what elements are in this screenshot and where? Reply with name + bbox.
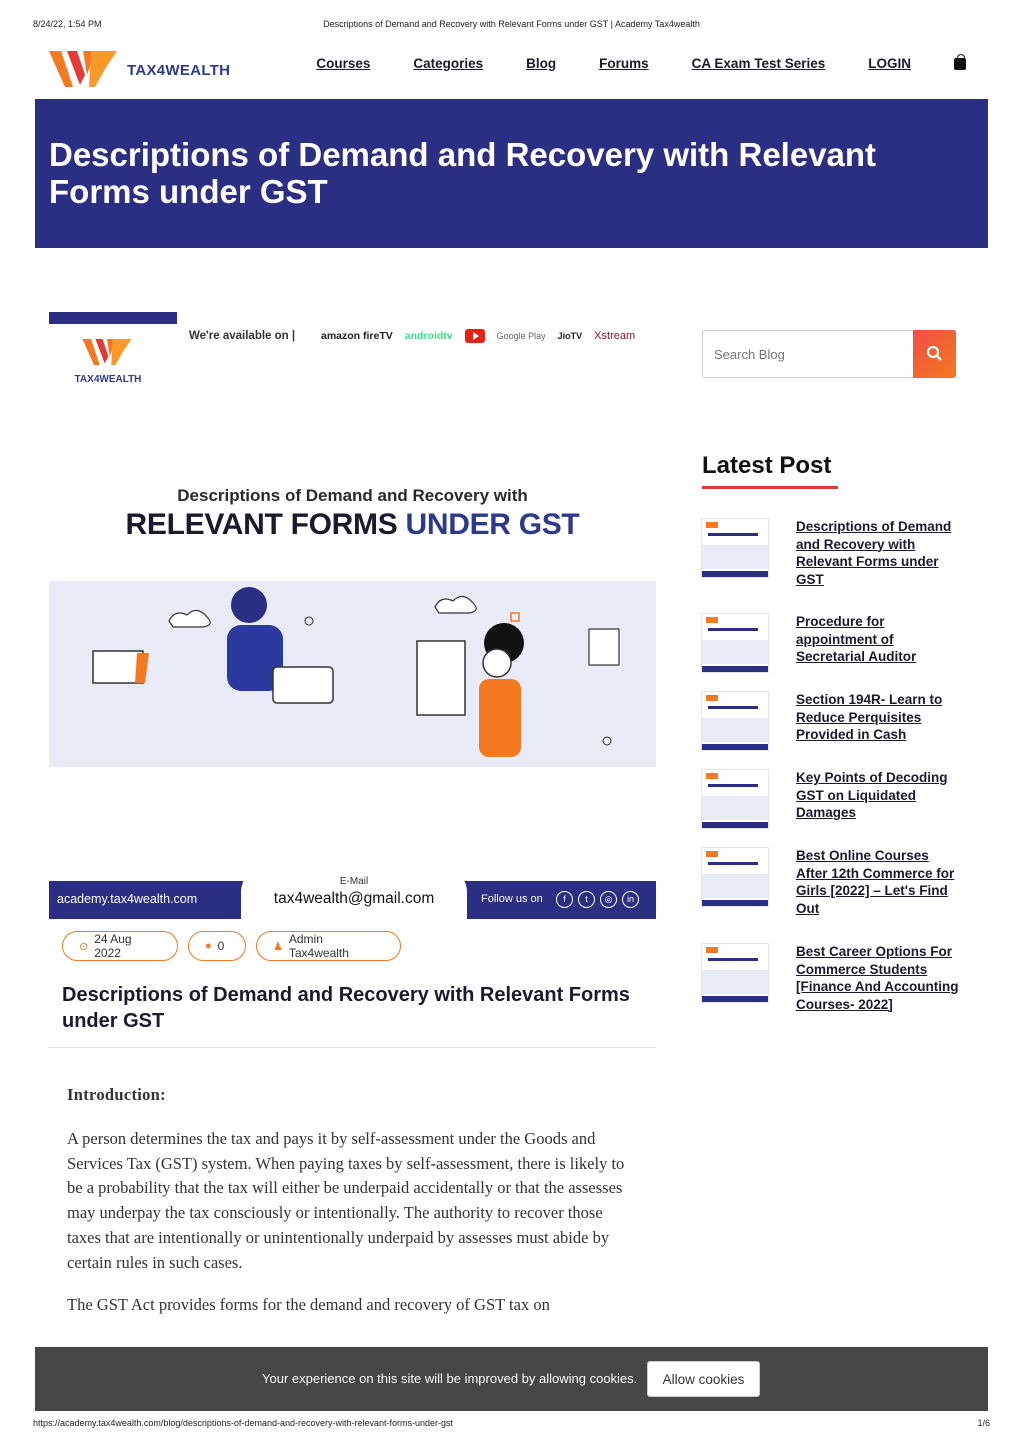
twitter-icon: t <box>578 891 595 908</box>
email-label: E-Mail <box>339 876 369 887</box>
nav-blog[interactable]: Blog <box>526 56 557 71</box>
shopping-bag-icon[interactable] <box>954 58 966 70</box>
brand-name: TAX4WEALTH <box>127 62 231 79</box>
logo-mark-icon <box>47 45 122 93</box>
clock-icon: ⊙ <box>79 940 89 953</box>
page-title: Descriptions of Demand and Recovery with Relevant Forms under GST <box>49 136 877 210</box>
comment-count-pill[interactable] <box>188 931 246 961</box>
latest-post-link[interactable]: Descriptions of Demand and Recovery with Relevant Forms under GST <box>796 519 952 587</box>
google-play-logo: Google Play <box>496 331 546 341</box>
latest-post-link[interactable]: Procedure for appointment of Secretarial Auditor <box>796 614 917 664</box>
allow-cookies-button[interactable]: Allow cookies <box>647 1361 760 1397</box>
androidtv-logo: androidtv <box>404 330 453 342</box>
featured-illustration <box>49 581 656 767</box>
youtube-icon <box>465 329 485 343</box>
amazon-firetv-logo: amazon fireTV <box>321 330 393 342</box>
nav-categories[interactable]: Categories <box>413 56 484 71</box>
nav-forums[interactable]: Forums <box>599 56 649 71</box>
follow-us-text: Follow us on <box>481 893 543 905</box>
cookie-message: Your experience on this site will be improved by allowing cookies. <box>262 1371 638 1386</box>
search-icon <box>913 330 956 378</box>
print-header <box>0 0 1023 40</box>
author-name: Admin Tax4wealth <box>288 932 349 960</box>
latest-post-link[interactable]: Key Points of Decoding GST on Liquidated Damages <box>796 770 948 820</box>
title-divider <box>49 1047 656 1048</box>
latest-post-link[interactable]: Best Online Courses After 12th Commerce for Girls [2022] – Let's Find Out <box>796 848 955 916</box>
comment-count: 0 <box>217 939 225 953</box>
post-thumbnail[interactable] <box>701 769 769 829</box>
people-working-illustration <box>49 581 656 767</box>
nav-courses[interactable]: Courses <box>316 56 371 71</box>
post-meta <box>62 931 401 961</box>
nav-ca-exam-test-series[interactable]: CA Exam Test Series <box>691 56 826 71</box>
article-body <box>67 1085 637 1336</box>
featured-title-part-b: UNDER GST <box>405 508 580 541</box>
article-paragraph: A person determines the tax and pays it by self-assessment under the Goods and Services Tax (GST) system. When paying taxes by self-assessment, there is likely to be a probability that the tax will either be underpaid accidentally or that the assesses may underpay the tax consciously or intentionally. The authority to recover those taxes that are intentionally or unintentionally underpaid by assesses must abide by certain rules in such cases. <box>67 1129 625 1272</box>
hero-banner <box>35 99 988 248</box>
banner-logo-icon <box>81 334 135 370</box>
instagram-icon: ◎ <box>600 891 617 908</box>
post-thumbnail[interactable] <box>701 847 769 907</box>
page-number: 1/6 <box>977 1418 990 1428</box>
search-input[interactable] <box>703 331 914 377</box>
main-nav <box>316 56 966 71</box>
nav-login[interactable]: LOGIN <box>868 56 911 71</box>
linkedin-icon: in <box>622 891 639 908</box>
post-thumbnail[interactable] <box>701 613 769 673</box>
email-card <box>241 866 467 920</box>
latest-post-heading: Latest Post <box>702 452 832 479</box>
post-date-pill[interactable] <box>62 931 178 961</box>
featured-title-part-a: RELEVANT FORMS <box>125 508 398 541</box>
article-paragraph: The GST Act provides forms for the demand and recovery of GST tax on <box>67 1295 550 1315</box>
post-thumbnail[interactable] <box>701 518 769 578</box>
print-datetime: 8/24/22, 1:54 PM <box>33 19 102 29</box>
platform-list <box>321 329 635 343</box>
availability-banner <box>49 312 656 389</box>
latest-post-link[interactable]: Best Career Options For Commerce Students [Finance And Accounting Courses- 2022] <box>796 944 959 1012</box>
post-thumbnail[interactable] <box>701 691 769 751</box>
site-logo[interactable] <box>47 45 231 93</box>
latest-post-link[interactable]: Section 194R- Learn to Reduce Perquisites Provided in Cash <box>796 692 943 742</box>
heading-underline <box>702 486 838 489</box>
cookie-banner <box>35 1347 988 1411</box>
featured-image <box>49 478 656 920</box>
featured-main-title <box>49 508 656 542</box>
search-box <box>702 330 956 378</box>
post-title: Descriptions of Demand and Recovery with Relevant Forms under GST <box>62 984 630 1032</box>
comment-icon: ● <box>205 940 212 952</box>
author-pill[interactable] <box>256 931 401 961</box>
print-page-title: Descriptions of Demand and Recovery with Relevant Forms under GST | Academy Tax4wealth <box>323 19 700 29</box>
airtel-xstream-logo: Xstream <box>594 330 636 342</box>
available-on-text: We're available on | <box>189 330 296 342</box>
email-address: tax4wealth@gmail.com <box>273 890 435 907</box>
banner-logo-box <box>49 312 177 389</box>
featured-site-url: academy.tax4wealth.com <box>57 892 198 906</box>
post-thumbnail[interactable] <box>701 943 769 1003</box>
user-icon: ♟ <box>273 940 283 953</box>
jiotv-logo: JioTV <box>557 331 583 341</box>
facebook-icon: f <box>556 891 573 908</box>
site-header <box>35 40 988 98</box>
banner-logo-label: TAX4WEALTH <box>74 374 142 385</box>
search-button[interactable] <box>913 330 956 378</box>
post-date: 24 Aug 2022 <box>94 932 132 960</box>
featured-subtitle: Descriptions of Demand and Recovery with <box>177 486 528 505</box>
intro-heading: Introduction: <box>67 1085 166 1104</box>
print-url: https://academy.tax4wealth.com/blog/descriptions-of-demand-and-recovery-with-relevant-forms-under-gst <box>33 1418 454 1428</box>
